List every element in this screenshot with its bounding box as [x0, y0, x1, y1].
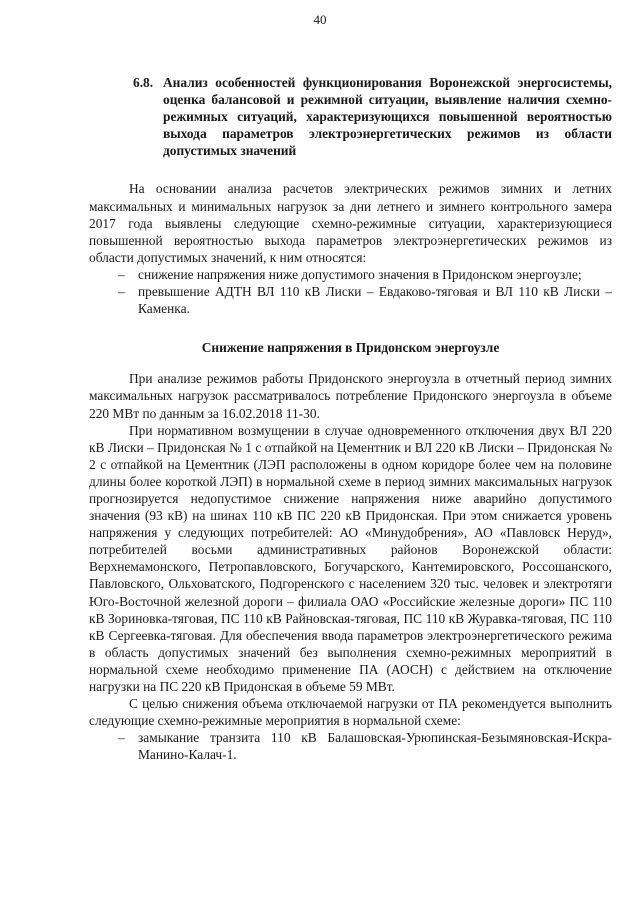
- dash-bullet: –: [118, 266, 125, 282]
- paragraph: С целью снижения объема отключаемой нагрузки от ПА рекомендуется выполнить следующие схемно-режимные мероприятия в нормальной схеме:: [89, 696, 612, 729]
- paragraph: При нормативном возмущении в случае одновременного отключения двух ВЛ 220 кВ Лиски – Придонская № 1 с отпайкой на Цементник и ВЛ 220 кВ Лиски – Придонская № 2 с отпайкой на Цементник (ЛЭП расположены в одном коридоре более чем на половине длины более короткой ЛЭП) в нормальной схеме в период зимних максимальных нагрузок прогнозируется недопустимое снижение напряжения ниже аварийно допустимого значения (93 кВ) на шинах 110 кВ ПС 220 кВ Придонская. При этом снижается уровень напряжения у следующих потребителей: АО «Минудобрения», АО «Павловск Неруд», потребителей восьми административных районов Воронежской области: Верхнемамонского, Петропавловского, Богучарского, Кантемировского, Россошанского, Павловского, Ольховатского, Подгоренского с населением 320 тыс. человек и электротяги Юго-Восточной железной дороги – филиала ОАО «Российские железные дороги» ПС 110 кВ Зориновка-тяговая, ПС 110 кВ Райновская-тяговая, ПС 110 кВ Журавка-тяговая, ПС 110 кВ Сергеевка-тяговая. Для обеспечения ввода параметров электроэнергетического режима в область допустимых значений без выполнения схемно-режимных мероприятий в нормальной схеме необходимо применение ПА (АОСН) с действием на отключение нагрузки на ПС 220 кВ Придонская в объеме 59 МВт.: [89, 422, 612, 694]
- paragraph: При анализе режимов работы Придонского энергоузла в отчетный период зимних максимальных нагрузок рассматривалось потребление Придонского энергоузла в объеме 220 МВт по данным за 16.02.2018 11-30.: [89, 371, 612, 421]
- intro-paragraph: На основании анализа расчетов электрических режимов зимних и летних максимальных и минимальных нагрузок за дни летнего и зимнего контрольного замера 2017 года выявлены следующие схемно-режимные ситуации, характеризующиеся повышенной вероятностью выхода параметров электроэнергетических режимов из области допустимых значений, к ним относятся:: [89, 181, 612, 265]
- findings-list: [89, 266, 612, 317]
- section-number: 6.8.: [133, 75, 154, 90]
- list-item-text: превышение АДТН ВЛ 110 кВ Лиски – Евдаково-тяговая и ВЛ 110 кВ Лиски – Каменка.: [138, 284, 612, 317]
- dash-bullet: –: [118, 284, 125, 300]
- measures-list: [89, 729, 612, 763]
- list-item-text: снижение напряжения ниже допустимого значения в Придонском энергоузле;: [138, 266, 582, 282]
- list-item: [89, 729, 612, 763]
- section-heading: [133, 74, 612, 159]
- list-item: [89, 283, 612, 317]
- subsection-heading: Снижение напряжения в Придонском энергоузле: [201, 340, 500, 356]
- page-number: 40: [313, 12, 327, 27]
- dash-bullet: –: [118, 730, 125, 746]
- section-title: Анализ особенностей функционирования Воронежской энергосистемы, оценка балансовой и режимной ситуации, выявление наличия схемно-режимных ситуаций, характеризующихся повышенной вероятностью выхода параметров электроэнергетических режимов из области допустимых значений: [163, 75, 612, 159]
- list-item: [89, 266, 612, 283]
- list-item-text: замыкание транзита 110 кВ Балашовская-Урюпинская-Безымяновская-Искра-Манино-Калач-1.: [138, 730, 612, 763]
- document-body: [89, 74, 612, 763]
